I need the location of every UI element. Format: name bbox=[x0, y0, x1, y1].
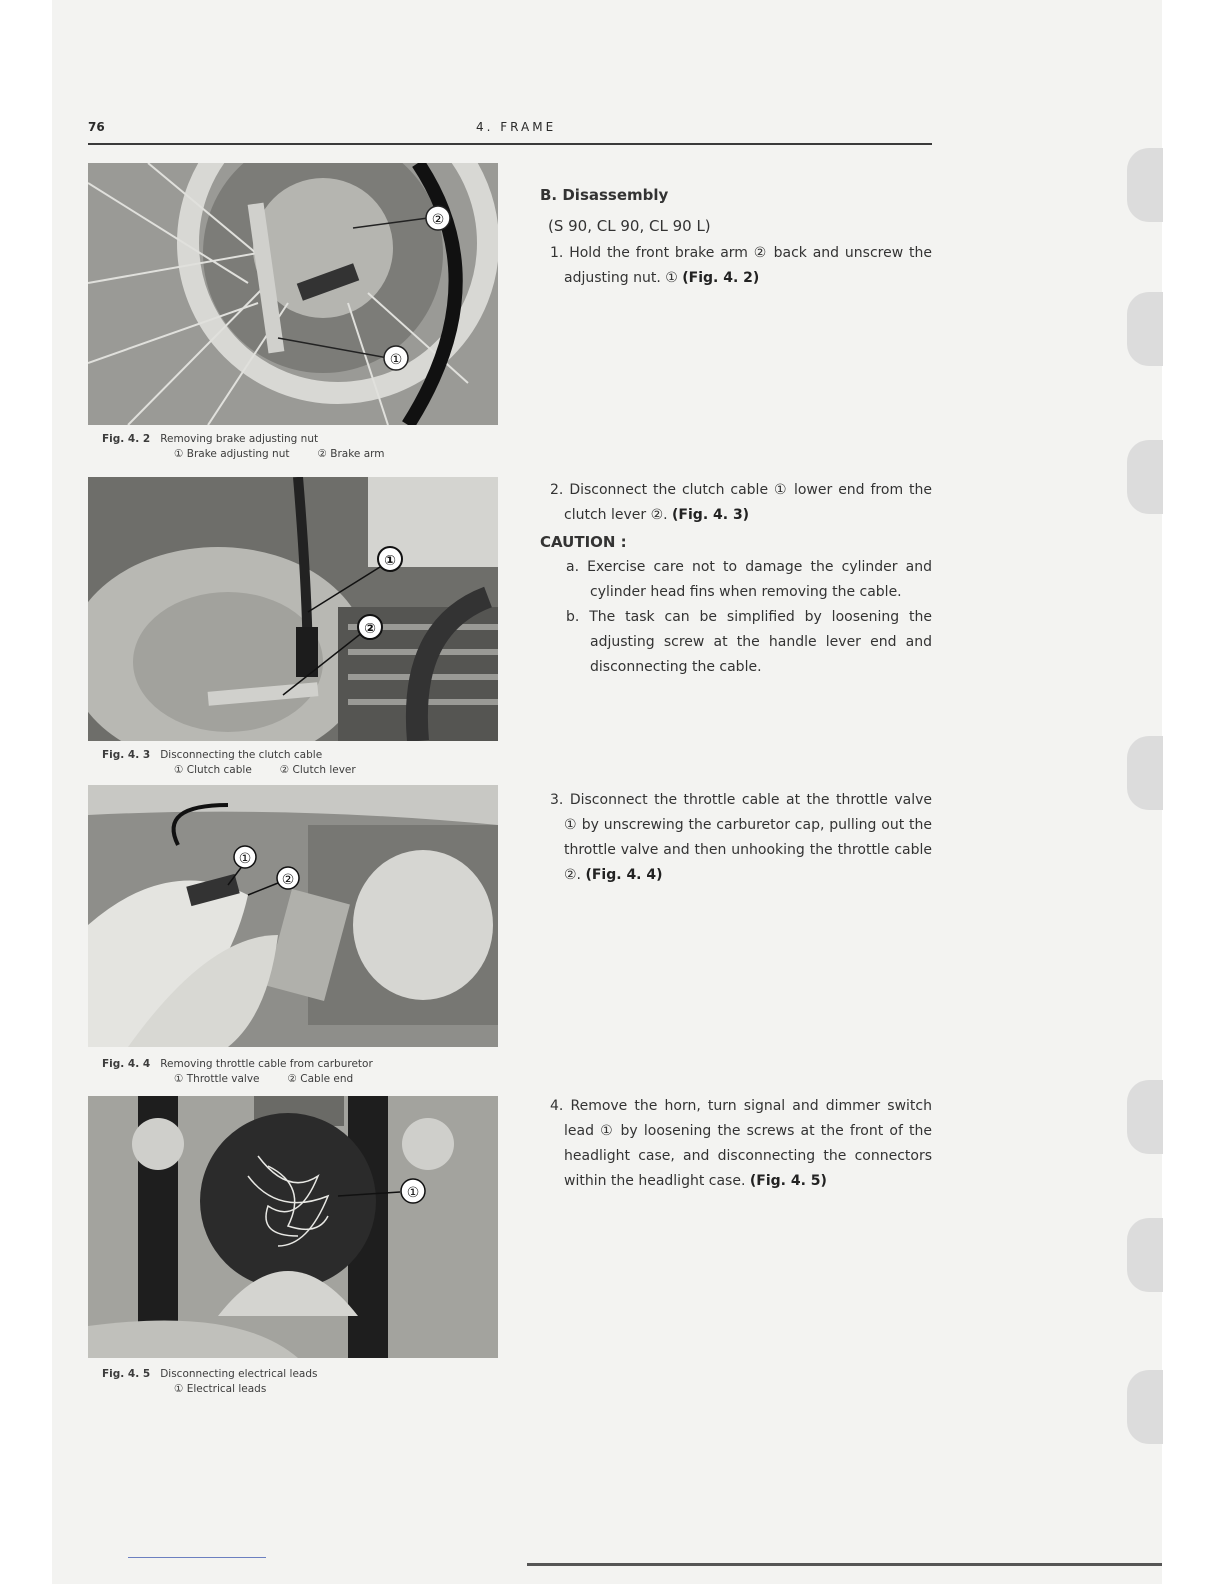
fig-label: Fig. 4. 2 bbox=[102, 433, 151, 445]
fig-label: Fig. 4. 3 bbox=[102, 749, 151, 761]
figure-4-2-caption bbox=[102, 432, 413, 462]
binder-tab bbox=[1127, 1218, 1163, 1292]
step-4-block bbox=[540, 1094, 932, 1194]
chapter-title: 4. FRAME bbox=[476, 120, 557, 134]
binder-tab bbox=[1127, 1370, 1163, 1444]
step-number: 3. bbox=[550, 792, 564, 808]
figure-reference: (Fig. 4. 3) bbox=[672, 507, 750, 523]
fig43-callout-1: ① bbox=[384, 553, 396, 569]
caution-item-b bbox=[540, 605, 932, 680]
figure-4-5-photo bbox=[88, 1096, 498, 1358]
step-text: Remove the horn, turn signal and dimmer switch lead ① by loosening the screws at the front of the headlight case, and disconnecting the connectors within the headlight case. bbox=[564, 1098, 932, 1189]
step-3-block bbox=[540, 788, 932, 888]
figure-reference: (Fig. 4. 4) bbox=[585, 867, 663, 883]
fig43-callout-2: ② bbox=[364, 621, 376, 637]
caution-item-a bbox=[540, 555, 932, 605]
binder-tab bbox=[1127, 736, 1163, 810]
fig-title: Removing throttle cable from carburetor bbox=[160, 1058, 373, 1070]
binder-tab bbox=[1127, 440, 1163, 514]
figure-4-3-caption bbox=[102, 748, 384, 778]
fig-label: Fig. 4. 4 bbox=[102, 1058, 151, 1070]
step-text: Hold the front brake arm ② back and unscrew the adjusting nut. ① bbox=[564, 245, 932, 286]
fig-legend-2: ② Cable end bbox=[287, 1073, 354, 1085]
binder-tab bbox=[1127, 148, 1163, 222]
fig45-callout-1: ① bbox=[406, 1185, 420, 1201]
caution-letter: b. bbox=[566, 609, 580, 625]
caution-letter: a. bbox=[566, 559, 580, 575]
fig-legend-1: ① Electrical leads bbox=[174, 1383, 267, 1395]
caution-title: CAUTION : bbox=[540, 533, 627, 551]
figure-reference: (Fig. 4. 2) bbox=[682, 270, 760, 286]
section-models: (S 90, CL 90, CL 90 L) bbox=[548, 217, 711, 235]
fig44-callout-2: ② bbox=[281, 872, 295, 888]
fig-legend-1: ① Brake adjusting nut bbox=[174, 448, 290, 460]
fig-legend-2: ② Brake arm bbox=[317, 448, 385, 460]
figure-4-5-caption bbox=[102, 1367, 317, 1397]
step-number: 1. bbox=[550, 245, 564, 261]
step-text: Disconnect the clutch cable ① lower end from the clutch lever ②. bbox=[564, 482, 933, 523]
page-number: 76 bbox=[88, 120, 105, 134]
figure-4-4-photo bbox=[88, 785, 498, 1047]
fig42-callout-2: ② bbox=[431, 212, 445, 228]
fig42-callout-1: ① bbox=[389, 352, 403, 368]
figure-reference: (Fig. 4. 5) bbox=[749, 1173, 827, 1189]
binder-tab bbox=[1127, 292, 1163, 366]
caution-text: Exercise care not to damage the cylinder and cylinder head fins when removing the cable. bbox=[587, 559, 932, 600]
step-1 bbox=[540, 241, 932, 291]
fig-legend-1: ① Clutch cable bbox=[174, 764, 252, 776]
footer-line bbox=[128, 1557, 266, 1558]
section-title: B. Disassembly bbox=[540, 186, 669, 204]
fig-title: Disconnecting electrical leads bbox=[160, 1368, 318, 1380]
page-header bbox=[88, 120, 932, 144]
step-2 bbox=[540, 478, 932, 528]
fig-title: Disconnecting the clutch cable bbox=[160, 749, 323, 761]
step-2-block bbox=[540, 478, 932, 680]
binder-tab bbox=[1127, 1080, 1163, 1154]
footer-rule bbox=[527, 1563, 1162, 1566]
fig-title: Removing brake adjusting nut bbox=[160, 433, 319, 445]
step-number: 2. bbox=[550, 482, 564, 498]
figure-4-2-photo bbox=[88, 163, 498, 425]
fig-label: Fig. 4. 5 bbox=[102, 1368, 151, 1380]
step-3 bbox=[540, 788, 932, 888]
step-number: 4. bbox=[550, 1098, 564, 1114]
figure-4-4-caption bbox=[102, 1057, 381, 1087]
fig-legend-2: ② Clutch lever bbox=[279, 764, 356, 776]
fig-legend-1: ① Throttle valve bbox=[174, 1073, 260, 1085]
header-rule bbox=[88, 143, 932, 145]
step-text: Disconnect the throttle cable at the throttle valve ① by unscrewing the carburetor cap, pulling out the throttle valve and then unhooking the throttle cable ②. bbox=[564, 792, 932, 883]
figure-4-3-photo bbox=[88, 477, 498, 741]
caution-text: The task can be simplified by loosening the adjusting screw at the handle lever end and disconnecting the cable. bbox=[589, 609, 932, 675]
step-4 bbox=[540, 1094, 932, 1194]
section-disassembly bbox=[540, 183, 932, 291]
fig44-callout-1: ① bbox=[238, 851, 252, 867]
